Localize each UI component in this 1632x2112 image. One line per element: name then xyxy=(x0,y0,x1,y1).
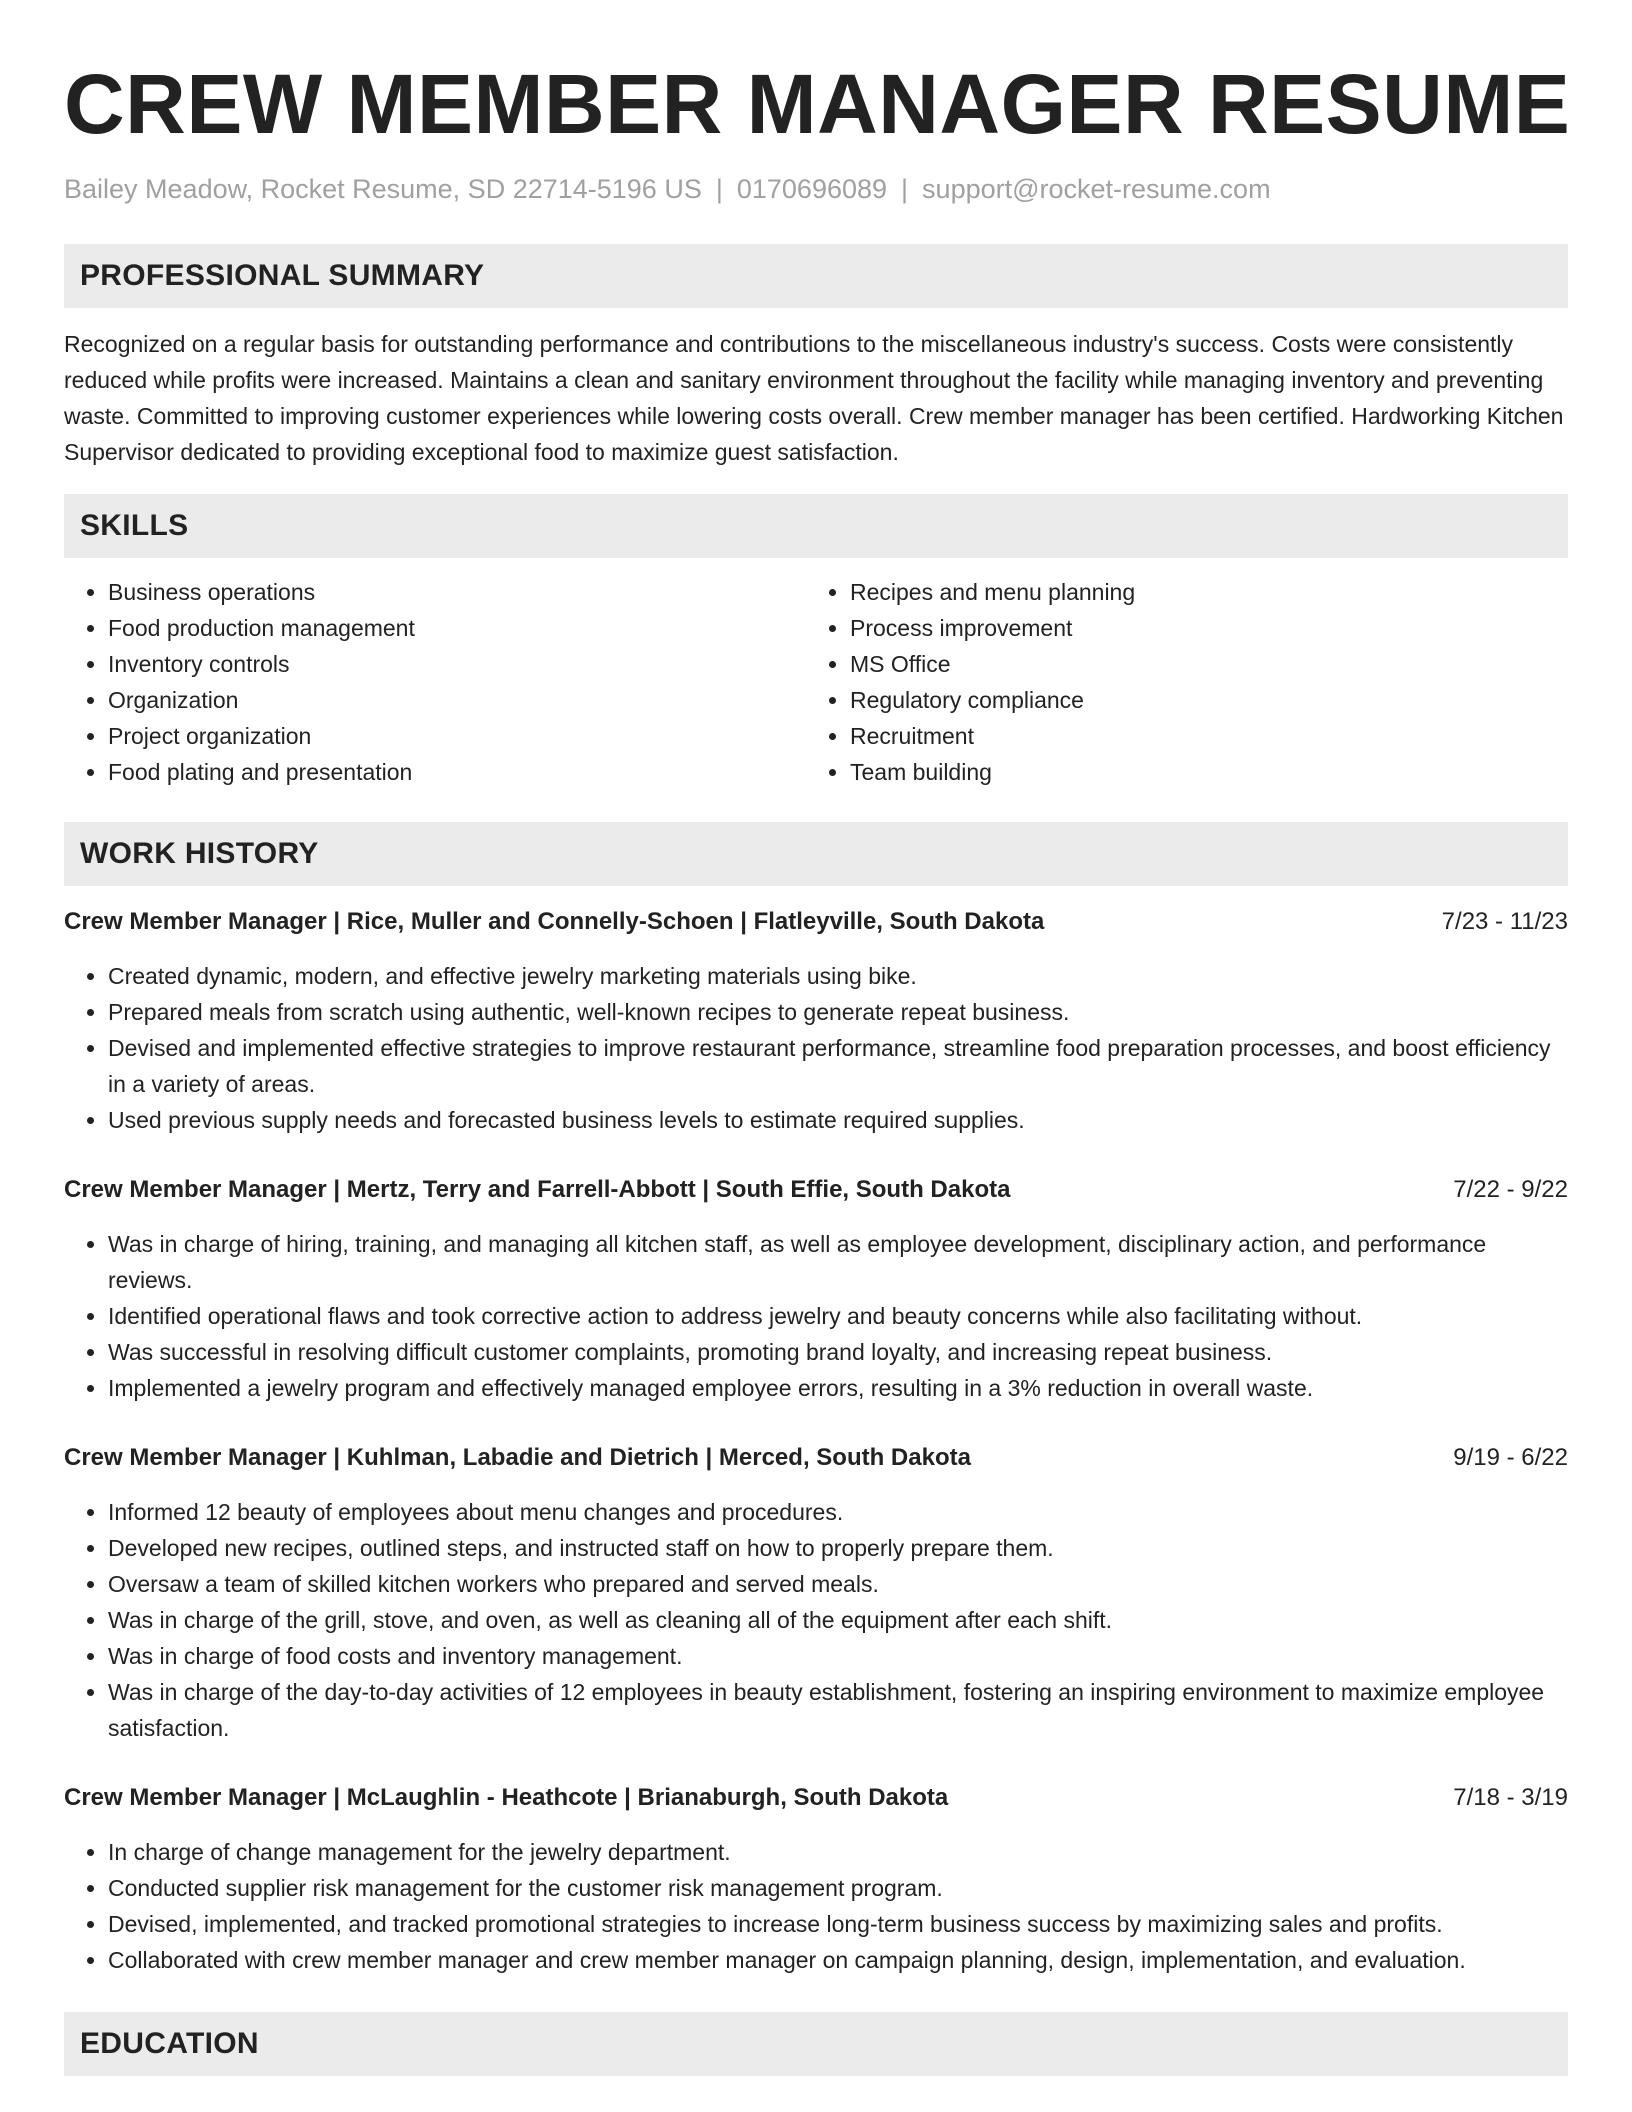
skill-item: • Business operations xyxy=(108,574,806,610)
skill-item: • Food plating and presentation xyxy=(108,754,806,790)
job-bullet: • Devised, implemented, and tracked promotional strategies to increase long-term business success by maximizing sales and profits. xyxy=(108,1906,1568,1942)
education-heading: EDUCATION xyxy=(64,2012,1568,2076)
skill-item: • Organization xyxy=(108,682,806,718)
job-bullet: • Was in charge of hiring, training, and managing all kitchen staff, as well as employee development, disciplinary action, and performance reviews. xyxy=(108,1226,1568,1298)
skill-item: • Process improvement xyxy=(850,610,1548,646)
skills-column-right xyxy=(806,574,1548,790)
job-bullets xyxy=(64,958,1568,1138)
skill-item: • Food production management xyxy=(108,610,806,646)
contact-separator: | xyxy=(715,174,723,204)
job-bullet: • Was successful in resolving difficult customer complaints, promoting brand loyalty, and increasing repeat business. xyxy=(108,1334,1568,1370)
job-bullet: • Informed 12 beauty of employees about menu changes and procedures. xyxy=(108,1494,1568,1530)
skills-heading: SKILLS xyxy=(64,494,1568,558)
skill-item: • Team building xyxy=(850,754,1548,790)
work-history-heading: WORK HISTORY xyxy=(64,822,1568,886)
job-entry xyxy=(64,1780,1568,1978)
skill-item: • MS Office xyxy=(850,646,1548,682)
skill-item: • Recruitment xyxy=(850,718,1548,754)
summary-text: Recognized on a regular basis for outstanding performance and contributions to the miscellaneous industry's success. Costs were consistently reduced while profits were increased. Maintains a clean and sanitary environment throughout the facility while managing inventory and preventing waste. Committed to improving customer experiences while lowering costs overall. Crew member manager has been certified. Hardworking Kitchen Supervisor dedicated to providing exceptional food to maximize guest satisfaction. xyxy=(64,331,1564,465)
job-bullet: • Devised and implemented effective strategies to improve restaurant performance, streamline food preparation processes, and boost efficiency in a variety of areas. xyxy=(108,1030,1568,1102)
job-bullets xyxy=(64,1226,1568,1406)
job-bullet: • Oversaw a team of skilled kitchen workers who prepared and served meals. xyxy=(108,1566,1568,1602)
job-bullets xyxy=(64,1834,1568,1978)
job-entry xyxy=(64,1172,1568,1406)
job-title: Crew Member Manager | Kuhlman, Labadie and Dietrich | Merced, South Dakota xyxy=(64,1444,971,1471)
job-bullet: • Conducted supplier risk management for the customer risk management program. xyxy=(108,1870,1568,1906)
job-bullet: • Implemented a jewelry program and effectively managed employee errors, resulting in a 3% reduction in overall waste. xyxy=(108,1370,1568,1406)
job-bullet: • Was in charge of food costs and inventory management. xyxy=(108,1638,1568,1674)
skill-item: • Project organization xyxy=(108,718,806,754)
job-bullet: • Was in charge of the grill, stove, and oven, as well as cleaning all of the equipment after each shift. xyxy=(108,1602,1568,1638)
job-header xyxy=(64,1780,1568,1816)
job-dates: 9/19 - 6/22 xyxy=(1453,1444,1568,1471)
job-bullet: • In charge of change management for the jewelry department. xyxy=(108,1834,1568,1870)
contact-line xyxy=(64,172,1568,206)
job-dates: 7/22 - 9/22 xyxy=(1453,1176,1568,1203)
job-header xyxy=(64,904,1568,940)
skill-item: • Inventory controls xyxy=(108,646,806,682)
skills-list xyxy=(64,574,1568,790)
resume-title: CREW MEMBER MANAGER RESUME xyxy=(64,57,1571,151)
contact-phone: 0170696089 xyxy=(736,174,888,204)
job-entry xyxy=(64,904,1568,1138)
resume-page xyxy=(64,0,1571,2076)
job-dates: 7/18 - 3/19 xyxy=(1453,1784,1568,1811)
job-header xyxy=(64,1172,1568,1208)
contact-address: Bailey Meadow, Rocket Resume, SD 22714-5196 US xyxy=(64,174,702,204)
summary-heading: PROFESSIONAL SUMMARY xyxy=(64,244,1568,308)
job-bullet: • Prepared meals from scratch using authentic, well-known recipes to generate repeat business. xyxy=(108,994,1568,1030)
job-title: Crew Member Manager | McLaughlin - Heathcote | Brianaburgh, South Dakota xyxy=(64,1784,949,1811)
skills-column-left xyxy=(64,574,806,790)
contact-separator: | xyxy=(901,174,909,204)
job-entry xyxy=(64,1440,1568,1746)
job-title: Crew Member Manager | Rice, Muller and Connelly-Schoen | Flatleyville, South Dakota xyxy=(64,908,1045,935)
job-bullet: • Developed new recipes, outlined steps, and instructed staff on how to properly prepare them. xyxy=(108,1530,1568,1566)
job-bullet: • Collaborated with crew member manager and crew member manager on campaign planning, design, implementation, and evaluation. xyxy=(108,1942,1568,1978)
job-bullet: • Identified operational flaws and took corrective action to address jewelry and beauty concerns while also facilitating without. xyxy=(108,1298,1568,1334)
job-bullet: • Was in charge of the day-to-day activities of 12 employees in beauty establishment, fostering an inspiring environment to maximize employee satisfaction. xyxy=(108,1674,1568,1746)
job-bullet: • Created dynamic, modern, and effective jewelry marketing materials using bike. xyxy=(108,958,1568,994)
contact-email: support@rocket-resume.com xyxy=(922,174,1271,204)
job-header xyxy=(64,1440,1568,1476)
skill-item: • Regulatory compliance xyxy=(850,682,1548,718)
skill-item: • Recipes and menu planning xyxy=(850,574,1548,610)
job-title: Crew Member Manager | Mertz, Terry and Farrell-Abbott | South Effie, South Dakota xyxy=(64,1176,1011,1203)
job-dates: 7/23 - 11/23 xyxy=(1441,908,1568,935)
job-bullets xyxy=(64,1494,1568,1746)
job-bullet: • Used previous supply needs and forecasted business levels to estimate required supplies. xyxy=(108,1102,1568,1138)
